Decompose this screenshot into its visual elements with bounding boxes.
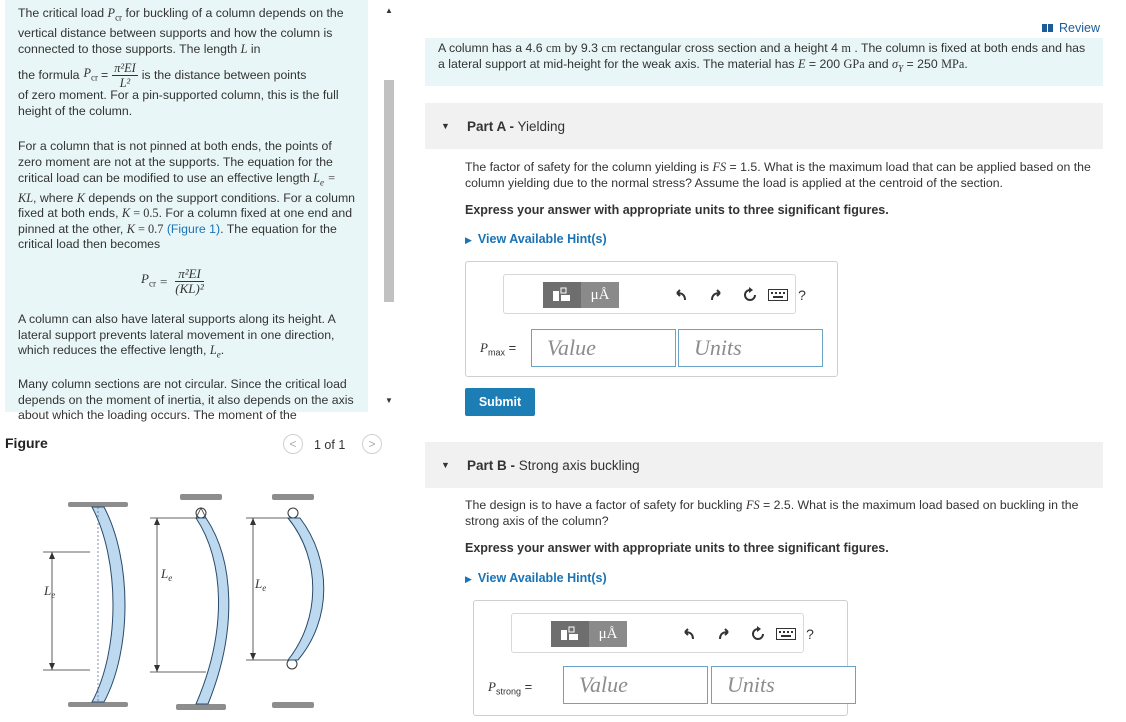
units-symbol-button[interactable]: μÅ xyxy=(589,621,627,647)
intro-scrollbar[interactable] xyxy=(381,0,397,412)
part-b-value-input[interactable]: Value xyxy=(563,666,708,704)
undo-icon[interactable] xyxy=(671,283,691,307)
left-panel xyxy=(0,0,400,722)
part-b-header[interactable] xyxy=(425,442,1103,488)
p-strong-label: $P_{strong}$ = xyxy=(488,679,533,697)
part-b-answer-box xyxy=(473,600,848,716)
formula-fraction: $\frac{\text{π²EI}}{\text{L²}}$ xyxy=(114,61,136,91)
collapse-caret-icon[interactable]: ▼ xyxy=(441,121,450,131)
part-a-answer-box xyxy=(465,261,838,377)
expand-triangle-icon: ▶ xyxy=(465,574,472,584)
templates-group[interactable] xyxy=(543,282,619,308)
part-b-hint-link[interactable]: ▶ View Available Hint(s) xyxy=(465,571,607,585)
svg-text:Le: $L_e$ xyxy=(44,583,56,600)
figure-header xyxy=(0,430,390,458)
undo-icon[interactable] xyxy=(679,622,699,646)
formula-inline: the formula $P_{cr}$ = $\frac{\text{π²EI}}{\text{L²}}$ is the distance between points xyxy=(18,61,307,91)
keyboard-icon[interactable] xyxy=(775,622,797,646)
intro-paragraph-1: The critical load $P_{cr}$ for buckling of a column depends on the vertical distance between supports and how the column is connected to those supports. The length L in xyxy=(18,6,344,56)
problem-statement: A column has a 4.6 cm by 9.3 cm rectangular cross section and a height 4 m . The column is fixed at both ends and has a lateral support at mid-height for the weak axis. The material has E = 200 GPa and $\sigma_Y = 250$ MPa. xyxy=(425,38,1103,86)
keyboard-icon[interactable] xyxy=(767,283,789,307)
column-fixed-pinned xyxy=(150,494,229,710)
intro-paragraph-2: For a column that is not pinned at both ends, the points of zero moment are not at the supports. The equation for the critical load can be modified to use an effective length $L_e$ = KL, where K depends on the support conditions. For a column fixed at both ends, K = 0.5. For a column fixed at one end and pinned at the other, K = 0.7 (Figure 1). The equation for the critical load then becomes xyxy=(18,139,356,252)
figure-title: Figure xyxy=(5,435,48,451)
templates-group[interactable] xyxy=(551,621,627,647)
intro-paragraph-1b: of zero moment. For a pin-supported column, this is the full height of the column. xyxy=(18,88,339,118)
redo-icon[interactable] xyxy=(706,283,726,307)
part-b-units-input[interactable]: Units xyxy=(711,666,856,704)
svg-text:Le: $L_e$ xyxy=(161,566,173,583)
part-a-instruction: Express your answer with appropriate units to three significant figures. xyxy=(465,203,889,217)
p-max-label: $P_{max}$ = xyxy=(480,340,517,358)
intro-paragraph-4: Many column sections are not circular. Since the critical load depends on the moment of inertia, it also depends on the axis about which the loading occurs. The moment of the xyxy=(18,377,354,423)
right-panel xyxy=(425,0,1126,722)
units-symbol-button[interactable]: μÅ xyxy=(581,282,619,308)
reset-icon[interactable] xyxy=(740,283,760,307)
part-a-hint-link[interactable]: ▶ View Available Hint(s) xyxy=(465,232,607,246)
intro-text-panel xyxy=(5,0,368,423)
scroll-thumb[interactable] xyxy=(384,80,394,302)
scroll-down-arrow-icon[interactable]: ▼ xyxy=(385,396,393,405)
part-a-value-input[interactable]: Value xyxy=(531,329,676,367)
part-b-title: Part B - Strong axis buckling xyxy=(467,458,640,473)
templates-icon[interactable] xyxy=(551,621,589,647)
part-b-instruction: Express your answer with appropriate units to three significant figures. xyxy=(465,541,889,555)
part-a-title: Part A - Yielding xyxy=(467,119,566,134)
column-pinned-pinned xyxy=(43,502,128,707)
part-a-submit-button[interactable]: Submit xyxy=(465,388,535,416)
help-button[interactable]: ? xyxy=(798,287,806,303)
part-a-math-toolbar xyxy=(503,274,796,314)
column-fixed-fixed xyxy=(246,494,324,708)
part-a-header[interactable] xyxy=(425,103,1103,149)
figure-next-button[interactable]: > xyxy=(362,434,382,454)
collapse-caret-icon[interactable]: ▼ xyxy=(441,460,450,470)
expand-triangle-icon: ▶ xyxy=(465,235,472,245)
figure-prev-button[interactable]: < xyxy=(283,434,303,454)
reset-icon[interactable] xyxy=(748,622,768,646)
templates-icon[interactable] xyxy=(543,282,581,308)
review-icon xyxy=(1042,23,1054,33)
part-b-math-toolbar xyxy=(511,613,804,653)
redo-icon[interactable] xyxy=(714,622,734,646)
intro-paragraph-3: A column can also have lateral supports along its height. A lateral support prevents lateral movement in one direction, which reduces the effective length, $L_e$. xyxy=(18,312,336,360)
help-button[interactable]: ? xyxy=(806,626,814,642)
critical-load-equation: $P_{cr}$ = $\frac{\text{π²EI}}{\text{(KL)²}}$ xyxy=(141,266,204,297)
part-a-question: The factor of safety for the column yielding is FS = 1.5. What is the maximum load that can be applied based on the column yielding due to the normal stress? Assume the load is applied at the centroid of the section. xyxy=(465,160,1091,190)
figure-page-count: 1 of 1 xyxy=(314,438,346,452)
scroll-up-arrow-icon[interactable]: ▲ xyxy=(385,6,393,15)
part-a-units-input[interactable]: Units xyxy=(678,329,823,367)
column-support-figure xyxy=(10,480,390,715)
review-link[interactable]: Review xyxy=(1042,21,1100,35)
figure-link[interactable]: (Figure 1) xyxy=(166,221,221,236)
svg-text:Le: $L_e$ xyxy=(255,576,267,593)
part-b-question: The design is to have a factor of safety for buckling FS = 2.5. What is the maximum load based on buckling in the strong axis of the column? xyxy=(465,498,1079,528)
